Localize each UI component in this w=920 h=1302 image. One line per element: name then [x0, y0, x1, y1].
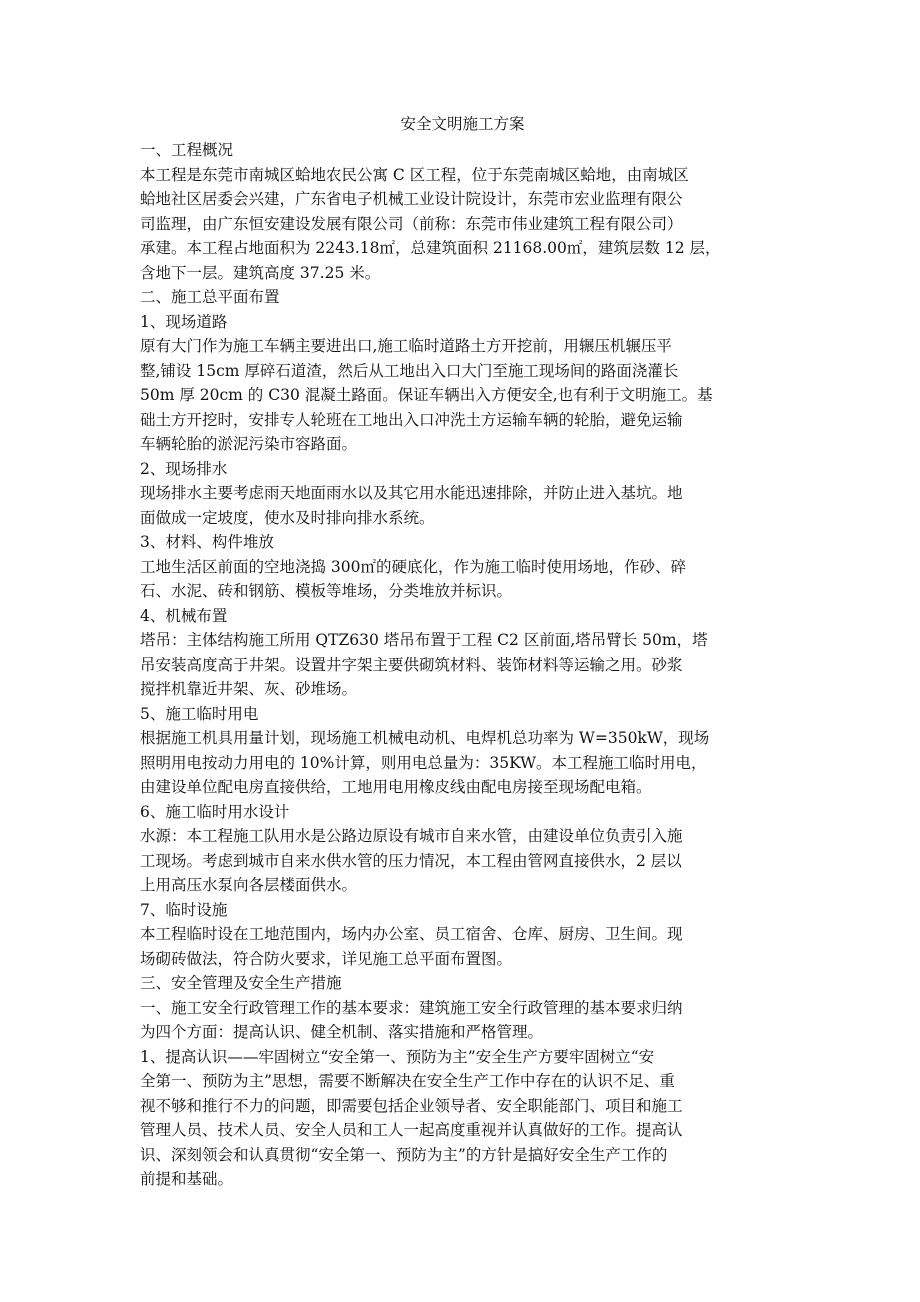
text-line: 司监理，由广东恒安建设发展有限公司（前称：东莞市伟业建筑工程有限公司）: [140, 214, 683, 233]
text-line: 6、施工临时用水设计: [140, 802, 290, 821]
text-line: 管理人员、技术人员、安全人员和工人一起高度重视并认真做好的工作。提高认: [140, 1121, 683, 1139]
document-page: [140, 111, 785, 1192]
text-line: 根据施工机具用量计划，现场施工机械电动机、电焊机总功率为 W=350kW，现场: [140, 729, 710, 747]
text-line: 7、临时设施: [140, 900, 228, 919]
text-line: 为四个方面：提高认识、健全机制、落实措施和严格管理。: [140, 1023, 544, 1041]
text-line: 50m 厚 20cm 的 C30 混凝土路面。保证车辆出入方便安全,也有利于文明施工。基: [140, 386, 713, 404]
text-line: 本工程是东莞市南城区蛤地农民公寓 C 区工程，位于东莞南城区蛤地，由南城区: [140, 165, 689, 184]
text-line: 面做成一定坡度，使水及时排向排水系统。: [140, 508, 435, 527]
text-line: 塔吊：主体结构施工所用 QTZ630 塔吊布置于工程 C2 区前面,塔吊臂长 50m，塔: [140, 631, 708, 649]
text-line: 本工程临时设在工地范围内，场内办公室、员工宿舍、仓库、厨房、卫生间。现: [140, 925, 683, 943]
text-line: 蛤地社区居委会兴建，广东省电子机械工业设计院设计，东莞市宏业监理有限公: [140, 190, 683, 208]
text-line: 二、施工总平面布置: [140, 288, 280, 306]
text-line: 一、施工安全行政管理工作的基本要求：建筑施工安全行政管理的基本要求归纳: [140, 998, 683, 1017]
text-line: 承建。本工程占地面积为 2243.18㎡，总建筑面积 21168.00㎡，建筑层数 12 层，: [140, 239, 721, 257]
text-line: 1、现场道路: [140, 312, 228, 331]
text-line: 现场排水主要考虑雨天地面雨水以及其它用水能迅速排除，并防止进入基坑。地: [140, 484, 683, 502]
text-line: 搅拌机靠近井架、灰、砂堆场。: [140, 680, 358, 698]
text-line: 照明用电按动力用电的 10%计算，则用电总量为：35KW。本工程施工临时用电，: [140, 753, 707, 772]
text-line: 5、施工临时用电: [140, 704, 259, 723]
document-title: 安全文明施工方案: [400, 115, 525, 133]
text-line: 车辆轮胎的淤泥污染市容路面。: [140, 435, 358, 453]
text-line: 2、现场排水: [140, 459, 228, 478]
text-line: 工现场。考虑到城市自来水供水管的压力情况，本工程由管网直接供水，2 层以: [140, 851, 682, 870]
text-line: 整,铺设 15cm 厚碎石道渣，然后从工地出入口大门至施工现场间的路面浇灌长: [140, 361, 679, 380]
text-line: 原有大门作为施工车辆主要进出口,施工临时道路土方开挖前，用辗压机辗压平: [140, 337, 672, 355]
text-line: 识、深刻领会和认真贯彻“安全第一、预防为主”的方针是搞好安全生产工作的: [140, 1145, 668, 1164]
text-line: 3、材料、构件堆放: [140, 533, 274, 551]
text-line: 前提和基础。: [140, 1170, 234, 1188]
text-line: 1、提高认识——牢固树立“安全第一、预防为主”安全生产方要牢固树立“安: [140, 1047, 655, 1066]
text-line: 工地生活区前面的空地浇捣 300㎡的硬底化，作为施工临时使用场地，作砂、碎: [140, 557, 687, 576]
text-line: 视不够和推行不力的问题，即需要包括企业领导者、安全职能部门、项目和施工: [140, 1096, 683, 1115]
text-line: 上用高压水泵向各层楼面供水。: [140, 876, 358, 894]
text-line: 一、工程概况: [140, 141, 234, 159]
text-line: 吊安装高度高于井架。设置井字架主要供砌筑材料、装饰材料等运输之用。砂浆: [140, 655, 683, 674]
text-line: 全第一、预防为主”思想，需要不断解决在安全生产工作中存在的认识不足、重: [140, 1072, 675, 1090]
text-line: 由建设单位配电房直接供给，工地用电用橡皮线由配电房接至现场配电箱。: [140, 778, 652, 796]
text-line: 4、机械布置: [140, 606, 228, 625]
text-line: 三、安全管理及安全生产措施: [140, 974, 342, 992]
text-line: 础土方开挖时，安排专人轮班在工地出入口冲洗土方运输车辆的轮胎，避免运输: [140, 410, 683, 429]
text-line: 含地下一层。建筑高度 37.25 米。: [140, 263, 381, 282]
text-line: 水源：本工程施工队用水是公路边原设有城市自来水管，由建设单位负责引入施: [140, 827, 683, 845]
document-body: [140, 138, 785, 1192]
text-line: 场砌砖做法，符合防火要求，详见施工总平面布置图。: [140, 949, 513, 968]
text-line: 石、水泥、砖和钢筋、模板等堆场，分类堆放并标识。: [140, 582, 513, 600]
